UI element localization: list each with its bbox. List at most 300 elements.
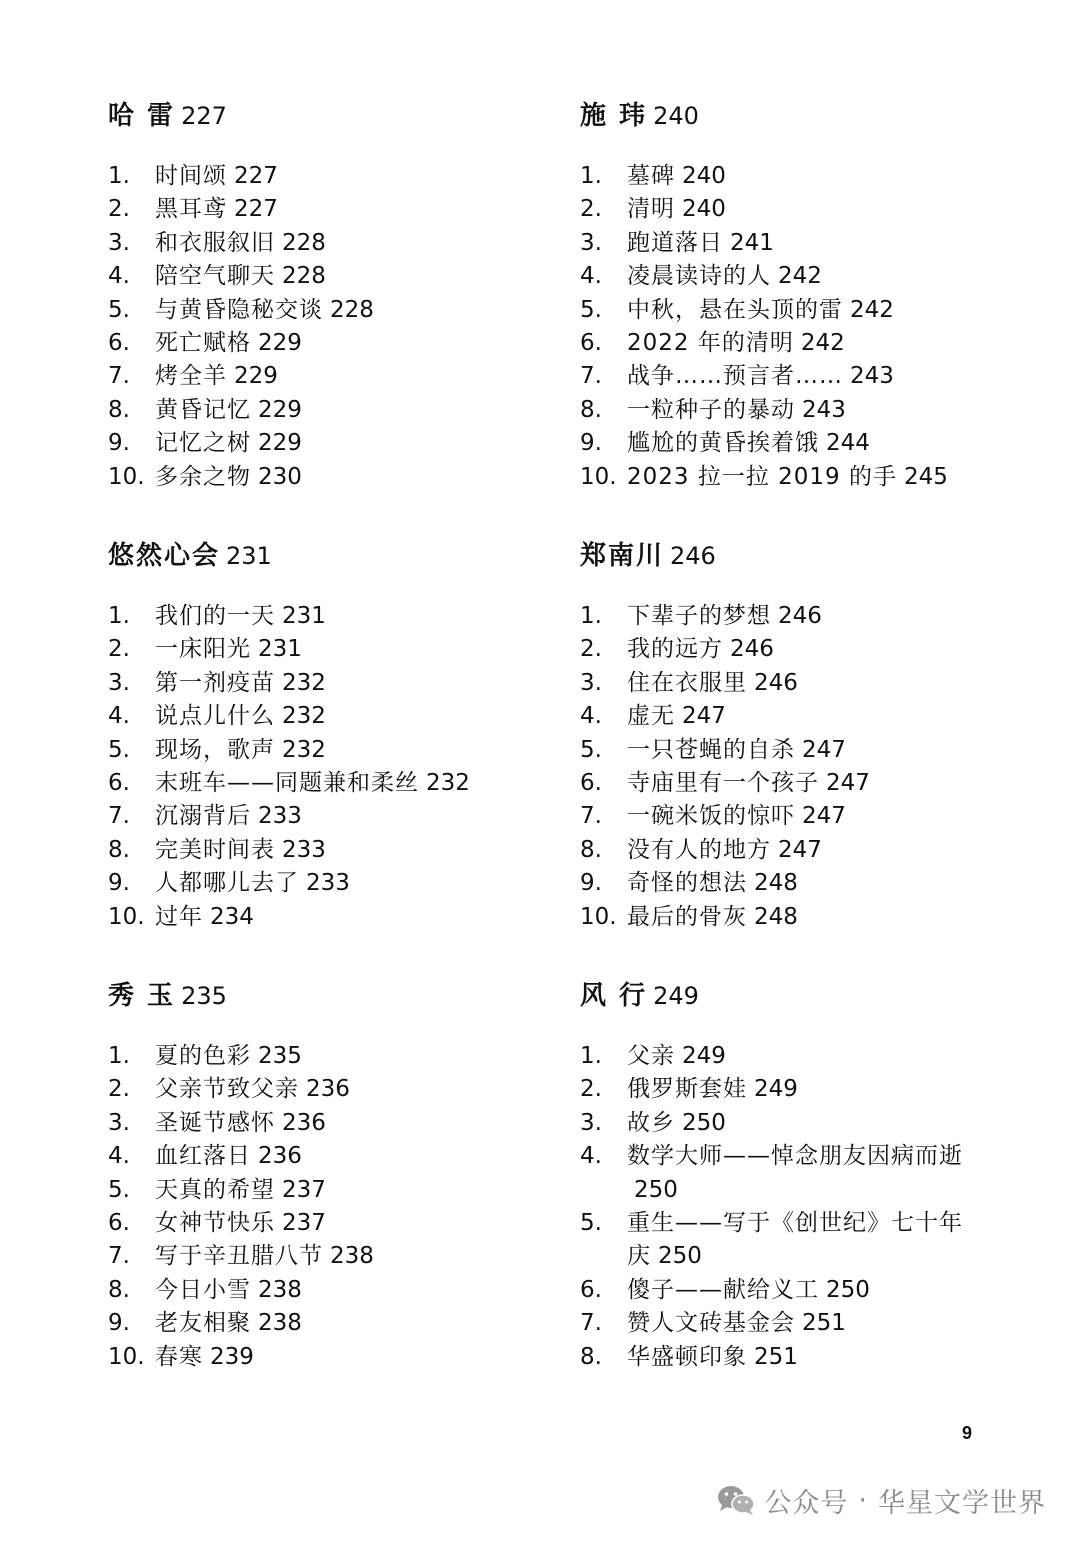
entry-text (627, 1307, 980, 1340)
entry-page-number: 228 (282, 229, 326, 256)
entry-text (155, 734, 508, 767)
entry-title: 清明 (627, 196, 675, 223)
entry-title: 过年 (155, 903, 203, 930)
entry-text (155, 1174, 508, 1207)
entry-text (155, 1341, 508, 1374)
toc-entry (108, 427, 508, 460)
entry-number: 6. (580, 330, 602, 357)
entry-title: 黄昏记忆 (155, 396, 251, 423)
entry-page-number: 242 (800, 330, 845, 357)
toc-entry (580, 734, 980, 767)
watermark (716, 1480, 1046, 1520)
entry-page-number: 250 (658, 1243, 702, 1270)
entry-page-number: 251 (802, 1310, 846, 1337)
entry-title: 黑耳鸢 (155, 196, 227, 223)
entry-number: 9. (108, 1310, 130, 1337)
entry-text (155, 633, 508, 666)
toc-entry (580, 800, 980, 833)
entry-text (627, 160, 980, 193)
entry-number: 2. (108, 636, 130, 663)
entry-page-number: 227 (234, 196, 278, 223)
entry-title: 2023 拉一拉 2019 的手 (627, 463, 897, 490)
toc-entry (108, 1140, 508, 1173)
entry-number: 4. (108, 703, 130, 730)
watermark-separator: · (858, 1484, 868, 1516)
entry-page-number: 246 (778, 603, 822, 629)
section-title (580, 532, 980, 580)
entry-page-number: 232 (282, 736, 326, 763)
entry-text (155, 1140, 508, 1173)
entry-page-number: 246 (730, 636, 774, 663)
entry-text (627, 327, 980, 360)
entry-page-number: 241 (730, 229, 774, 256)
entry-number: 6. (580, 1276, 602, 1303)
author-name: 郑南川 (580, 541, 665, 571)
toc-entry (108, 1107, 508, 1140)
entry-page-number: 249 (682, 1043, 726, 1069)
entry-page-number: 236 (306, 1076, 350, 1103)
entry-page-number: 228 (282, 263, 326, 290)
entry-text (155, 260, 508, 293)
section-page-number: 235 (181, 982, 227, 1010)
entry-title: 现场，歌声 (155, 736, 275, 763)
entry-number: 5. (108, 296, 130, 323)
entry-text (155, 600, 508, 633)
toc-section (108, 532, 508, 934)
entry-text (155, 1107, 508, 1140)
toc-entry (580, 1207, 980, 1274)
entry-title: 住在衣服里 (627, 669, 747, 696)
entry-text (155, 700, 508, 733)
entry-page-number: 248 (754, 903, 798, 930)
entry-page-number: 229 (258, 330, 302, 357)
entry-page-number: 243 (802, 396, 846, 423)
entry-text (627, 294, 980, 327)
toc-entry (580, 294, 980, 327)
entry-page-number: 233 (306, 870, 350, 897)
entry-text (155, 667, 508, 700)
entry-number: 5. (108, 1176, 130, 1203)
entry-number: 2. (108, 1076, 130, 1103)
toc-entry (108, 1174, 508, 1207)
toc-entry (108, 1341, 508, 1374)
entry-number: 9. (108, 430, 130, 457)
entry-number: 2. (580, 196, 602, 223)
author-name: 施 玮 (580, 101, 648, 131)
entry-number: 9. (580, 430, 602, 457)
toc-entry (580, 901, 980, 934)
entry-number: 8. (108, 396, 130, 423)
entry-page-number: 237 (282, 1210, 326, 1237)
toc-entry (108, 193, 508, 226)
toc-entry (108, 1040, 508, 1073)
toc-entry (108, 700, 508, 733)
entry-text (627, 394, 980, 427)
entry-page-number: 236 (282, 1109, 326, 1136)
entry-title: 故乡 (627, 1109, 675, 1136)
entry-number: 1. (580, 1043, 602, 1069)
entry-number: 5. (108, 736, 130, 763)
entry-number: 2. (108, 196, 130, 223)
entry-text (155, 1274, 508, 1307)
entry-title: 一只苍蝇的自杀 (627, 736, 795, 763)
toc-entry (108, 227, 508, 260)
entry-number: 10. (580, 903, 617, 930)
entry-number: 1. (108, 603, 130, 629)
entry-title: 夏的色彩 (155, 1043, 251, 1069)
toc-entry (580, 327, 980, 360)
entry-number: 7. (580, 803, 602, 830)
toc-entry (108, 1073, 508, 1106)
entry-number: 5. (580, 736, 602, 763)
entry-number: 5. (580, 296, 602, 323)
entry-title: 第一剂疫苗 (155, 669, 275, 696)
entry-title: 说点儿什么 (155, 703, 275, 730)
entry-title: 血红落日 (155, 1143, 251, 1170)
wechat-icon (716, 1483, 756, 1517)
entry-title: 凌晨读诗的人 (627, 263, 771, 290)
toc-entry (108, 260, 508, 293)
entry-title: 与黄昏隐秘交谈 (155, 296, 323, 323)
toc-entry (580, 633, 980, 666)
entry-text (627, 427, 980, 460)
entry-title: 写于辛丑腊八节 (155, 1243, 323, 1270)
entry-text (627, 461, 980, 494)
entry-page-number: 238 (330, 1243, 374, 1270)
toc-entry (108, 867, 508, 900)
entry-number: 3. (580, 229, 602, 256)
entry-page-number: 245 (904, 463, 948, 490)
entry-page-number: 237 (282, 1176, 326, 1203)
toc-entry (580, 700, 980, 733)
toc-entry (108, 461, 508, 494)
entry-text (627, 667, 980, 700)
entry-title: 多余之物 (155, 463, 251, 490)
entry-text (155, 1040, 508, 1073)
entry-number: 1. (108, 1043, 130, 1069)
entry-title: 春寒 (155, 1343, 203, 1370)
entry-number: 4. (580, 263, 602, 290)
entry-title: 死亡赋格 (155, 330, 251, 357)
toc-section (580, 532, 980, 934)
entry-title: 俄罗斯套娃 (627, 1076, 747, 1103)
toc-entry (580, 260, 980, 293)
entry-number: 8. (108, 836, 130, 863)
toc-entry (108, 160, 508, 193)
toc-entry (108, 1274, 508, 1307)
toc-entry (580, 1107, 980, 1140)
entry-page-number: 231 (258, 636, 302, 663)
entry-page-number: 242 (778, 263, 822, 290)
toc-entry (580, 193, 980, 226)
entry-page-number: 243 (850, 363, 894, 390)
entry-page-number: 244 (826, 430, 870, 457)
entry-title: 圣诞节感怀 (155, 1109, 275, 1136)
entry-text (627, 600, 980, 633)
entry-page-number: 234 (210, 903, 254, 930)
entry-title: 今日小雪 (155, 1276, 251, 1303)
entry-text (627, 1107, 980, 1140)
entry-title: 墓碑 (627, 163, 675, 189)
entry-text (155, 1307, 508, 1340)
entry-number: 10. (580, 463, 617, 490)
section-page-number: 231 (226, 542, 272, 570)
entry-title: 一床阳光 (155, 636, 251, 663)
entry-number: 8. (580, 836, 602, 863)
section-title (580, 972, 980, 1020)
section-title (108, 532, 508, 580)
entry-title: 我们的一天 (155, 603, 275, 629)
entry-page-number: 247 (778, 836, 822, 863)
entry-number: 7. (580, 1310, 602, 1337)
entry-title: 末班车——同题兼和柔丝 (155, 770, 419, 797)
entry-number: 8. (580, 1343, 602, 1370)
entry-number: 8. (580, 396, 602, 423)
entry-number: 8. (108, 1276, 130, 1303)
entry-number: 3. (108, 229, 130, 256)
author-name: 风 行 (580, 981, 648, 1011)
toc-entry (108, 901, 508, 934)
toc-entry (108, 633, 508, 666)
entry-page-number: 250 (682, 1109, 726, 1136)
entry-page-number: 228 (330, 296, 374, 323)
entry-number: 1. (580, 603, 602, 629)
toc-entry (580, 227, 980, 260)
entry-title: 父亲节致父亲 (155, 1076, 299, 1103)
entry-number: 4. (108, 1143, 130, 1170)
toc-entry (580, 834, 980, 867)
toc-entry (580, 1307, 980, 1340)
toc-entry (108, 1240, 508, 1273)
entry-text (155, 394, 508, 427)
entry-page-number: 249 (754, 1076, 798, 1103)
entry-text (627, 1140, 980, 1207)
entry-text (627, 834, 980, 867)
toc-entry (580, 461, 980, 494)
toc-entry (580, 1073, 980, 1106)
toc-entry (108, 767, 508, 800)
toc-entry (580, 1140, 980, 1207)
entry-text (155, 1073, 508, 1106)
entry-title: 我的远方 (627, 636, 723, 663)
toc-entry (108, 360, 508, 393)
entry-title: 沉溺背后 (155, 803, 251, 830)
entry-title: 天真的希望 (155, 1176, 275, 1203)
entry-title: 华盛顿印象 (627, 1343, 747, 1370)
section-title (580, 92, 980, 140)
toc-entry (580, 360, 980, 393)
section-page-number: 246 (670, 542, 716, 570)
toc-section (580, 972, 980, 1374)
entry-page-number: 239 (210, 1343, 254, 1370)
entry-text (627, 901, 980, 934)
entry-page-number: 236 (258, 1143, 302, 1170)
entry-number: 10. (108, 463, 145, 490)
entry-title: 人都哪儿去了 (155, 870, 299, 897)
entry-number: 7. (108, 363, 130, 390)
entry-text (627, 1073, 980, 1106)
entry-page-number: 247 (826, 770, 870, 797)
entry-number: 10. (108, 903, 145, 930)
entry-page-number: 238 (258, 1276, 302, 1303)
entry-page-number: 247 (802, 736, 846, 763)
entry-number: 6. (580, 770, 602, 797)
entry-text (155, 767, 508, 800)
section-page-number: 249 (653, 982, 699, 1010)
toc-entry (580, 600, 980, 633)
entry-title: 中秋，悬在头顶的雷 (627, 296, 843, 323)
entry-text (155, 834, 508, 867)
entry-title: 重生——写于《创世纪》七十年庆 (627, 1210, 963, 1270)
entry-title: 下辈子的梦想 (627, 603, 771, 629)
entry-page-number: 248 (754, 870, 798, 897)
entry-text (155, 160, 508, 193)
entry-page-number: 240 (682, 196, 726, 223)
toc-entry (580, 667, 980, 700)
entry-title: 一粒种子的暴动 (627, 396, 795, 423)
entry-page-number: 229 (258, 396, 302, 423)
entry-title: 父亲 (627, 1043, 675, 1069)
page-number: 9 (961, 1423, 972, 1443)
entry-title: 陪空气聊天 (155, 263, 275, 290)
toc-entry (108, 600, 508, 633)
entry-title: 2022 年的清明 (627, 330, 794, 357)
entry-title: 尴尬的黄昏挨着饿 (627, 430, 819, 457)
entry-page-number: 240 (682, 163, 726, 189)
entry-page-number: 229 (258, 430, 302, 457)
entry-title: 傻子——献给义工 (627, 1276, 819, 1303)
toc-entry (108, 734, 508, 767)
entry-text (627, 193, 980, 226)
entry-page-number: 238 (258, 1310, 302, 1337)
entry-text (155, 461, 508, 494)
entry-page-number: 233 (258, 803, 302, 830)
entry-page-number: 235 (258, 1043, 302, 1069)
entry-text (627, 1274, 980, 1307)
entry-page-number: 250 (826, 1276, 870, 1303)
entry-title: 女神节快乐 (155, 1210, 275, 1237)
entry-text (155, 227, 508, 260)
entry-page-number: 231 (282, 603, 326, 629)
entry-number: 7. (108, 1243, 130, 1270)
toc-entry (108, 327, 508, 360)
entry-number: 3. (108, 669, 130, 696)
toc-entry (580, 1341, 980, 1374)
entry-text (627, 767, 980, 800)
entry-number: 6. (108, 770, 130, 797)
entry-title: 没有人的地方 (627, 836, 771, 863)
entry-number: 7. (580, 363, 602, 390)
entry-page-number: 247 (802, 803, 846, 830)
entry-number: 4. (580, 1143, 602, 1170)
section-title (108, 92, 508, 140)
entry-text (627, 867, 980, 900)
entry-number: 4. (108, 263, 130, 290)
entry-number: 9. (580, 870, 602, 897)
entry-title: 数学大师——悼念朋友因病而逝 (627, 1143, 963, 1170)
entry-title: 战争……预言者…… (627, 363, 843, 390)
toc-section (580, 92, 980, 494)
entry-text (155, 867, 508, 900)
toc-entry (580, 394, 980, 427)
toc-entry (580, 160, 980, 193)
entry-number: 5. (580, 1210, 602, 1237)
entry-text (627, 360, 980, 393)
entry-title: 一碗米饭的惊吓 (627, 803, 795, 830)
entry-page-number: 233 (282, 836, 326, 863)
author-name: 秀 玉 (108, 981, 176, 1011)
toc-entry (580, 1274, 980, 1307)
entry-title: 完美时间表 (155, 836, 275, 863)
entry-number: 6. (108, 330, 130, 357)
entry-title: 奇怪的想法 (627, 870, 747, 897)
entry-number: 4. (580, 703, 602, 730)
entry-text (155, 901, 508, 934)
entry-title: 寺庙里有一个孩子 (627, 770, 819, 797)
entry-title: 时间颂 (155, 163, 227, 189)
toc-entry (108, 667, 508, 700)
watermark-prefix: 公众号 (764, 1487, 849, 1519)
entry-text (155, 427, 508, 460)
entry-number: 10. (108, 1343, 145, 1370)
entry-page-number: 251 (754, 1343, 798, 1370)
entry-title: 和衣服叙旧 (155, 229, 275, 256)
entry-page-number: 232 (426, 770, 470, 797)
section-title (108, 972, 508, 1020)
toc-section (108, 92, 508, 494)
toc-entry (108, 800, 508, 833)
section-page-number: 240 (653, 102, 699, 130)
entry-title: 记忆之树 (155, 430, 251, 457)
entry-page-number: 232 (282, 703, 326, 730)
entry-number: 3. (580, 1109, 602, 1136)
entry-page-number: 227 (234, 163, 278, 189)
entry-text (627, 260, 980, 293)
entry-text (155, 193, 508, 226)
entry-number: 1. (108, 163, 130, 189)
toc-entry (580, 767, 980, 800)
entry-text (155, 1207, 508, 1240)
entry-number: 2. (580, 1076, 602, 1103)
section-page-number: 227 (181, 102, 227, 130)
toc-entry (108, 1207, 508, 1240)
entry-page-number: 232 (282, 669, 326, 696)
entry-number: 3. (108, 1109, 130, 1136)
entry-text (627, 1040, 980, 1073)
entry-page-number: 247 (682, 703, 726, 730)
entry-title: 烤全羊 (155, 363, 227, 390)
toc-entry (580, 427, 980, 460)
toc-section (108, 972, 508, 1374)
author-name: 哈 雷 (108, 101, 176, 131)
entry-page-number: 246 (754, 669, 798, 696)
toc-entry (108, 834, 508, 867)
toc-entry (108, 1307, 508, 1340)
entry-title: 最后的骨灰 (627, 903, 747, 930)
entry-text (627, 633, 980, 666)
entry-number: 1. (580, 163, 602, 189)
entry-page-number: 250 (634, 1176, 678, 1203)
entry-title: 跑道落日 (627, 229, 723, 256)
entry-title: 虚无 (627, 703, 675, 730)
entry-title: 赞人文砖基金会 (627, 1310, 795, 1337)
entry-number: 3. (580, 669, 602, 696)
toc-entry (580, 867, 980, 900)
watermark-account-name: 华星文学世界 (878, 1487, 1046, 1519)
toc-entry (580, 1040, 980, 1073)
toc-entry (108, 294, 508, 327)
entry-number: 7. (108, 803, 130, 830)
